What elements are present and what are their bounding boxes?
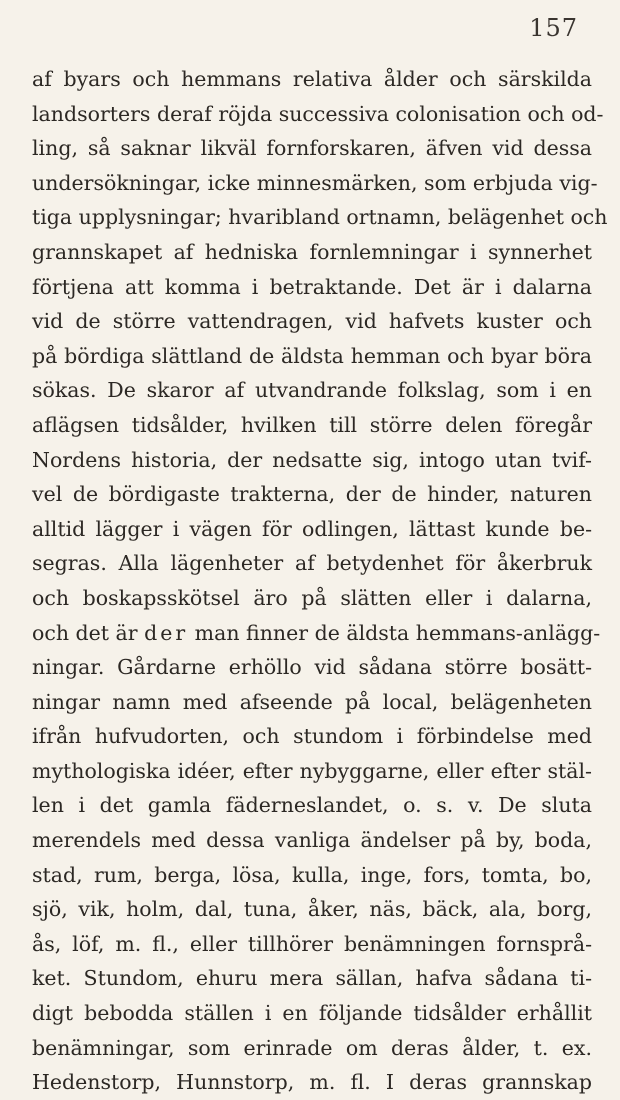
text-line: mythologiska idéer, efter nybyggarne, eller efter stäl- bbox=[32, 758, 592, 783]
text-line: på bördiga slättland de äldsta hemman och byar böra bbox=[32, 343, 592, 368]
text-line: len i det gamla fäderneslandet, o. s. v. De sluta bbox=[32, 793, 592, 818]
text-line: ling, så saknar likväl fornforskaren, äfven vid dessa bbox=[32, 136, 592, 161]
text-line: tiga upplysningar; hvaribland ortnamn, belägenhet och bbox=[32, 205, 608, 230]
text-line: ningar. Gårdarne erhöllo vid sådana större bosätt- bbox=[32, 655, 592, 680]
text-line: aflägsen tidsålder, hvilken till större delen föregår bbox=[32, 412, 592, 437]
text-line: Nordens historia, der nedsatte sig, intogo utan tvif- bbox=[32, 447, 592, 472]
text-line: alltid lägger i vägen för odlingen, lättast kunde be- bbox=[32, 516, 592, 541]
text-line: benämningar, som erinrade om deras ålder, t. ex. bbox=[32, 1035, 592, 1060]
text-line: grannskapet af hedniska fornlemningar i synnerhet bbox=[32, 239, 592, 264]
text-line: undersökningar, icke minnesmärken, som erbjuda vig- bbox=[32, 170, 598, 195]
text-line-emphasis bbox=[32, 616, 601, 651]
text-line: sjö, vik, holm, dal, tuna, åker, näs, bäck, ala, borg, bbox=[32, 897, 592, 922]
text-line: ås, löf, m. fl., eller tillhörer benämningen fornsprå- bbox=[32, 931, 592, 956]
text-line: vid de större vattendragen, vid hafvets kuster och bbox=[32, 309, 592, 334]
text-fragment: man finner de äldsta hemmans-anlägg- bbox=[188, 620, 601, 645]
text-line: landsorters deraf röjda successiva colonisation och od- bbox=[32, 101, 604, 126]
text-line: ningar namn med afseende på local, belägenheten bbox=[32, 689, 592, 714]
text-line: Hedenstorp, Hunnstorp, m. fl. I deras grannskap bbox=[32, 1070, 592, 1095]
text-line: sökas. De skaror af utvandrande folkslag, som i en bbox=[32, 378, 592, 403]
text-line: och boskapsskötsel äro på slätten eller i dalarna, bbox=[32, 585, 592, 610]
text-line: digt bebodda ställen i en följande tidsålder erhållit bbox=[32, 1001, 592, 1026]
text-line: ifrån hufvudorten, och stundom i förbindelse med bbox=[32, 724, 592, 749]
spaced-emphasis-word: der bbox=[144, 620, 189, 645]
text-fragment: och det är bbox=[32, 620, 145, 645]
text-line: merendels med dessa vanliga ändelser på by, boda, bbox=[32, 828, 592, 853]
text-line: ket. Stundom, ehuru mera sällan, hafva sådana ti- bbox=[32, 966, 592, 991]
text-line: vel de bördigaste trakterna, der de hinder, naturen bbox=[32, 482, 592, 507]
text-line: af byars och hemmans relativa ålder och särskilda bbox=[32, 67, 592, 91]
page-number: 157 bbox=[529, 14, 578, 42]
text-line: förtjena att komma i betraktande. Det är i dalarna bbox=[32, 274, 592, 299]
text-line: stad, rum, berga, lösa, kulla, inge, fors, tomta, bo, bbox=[32, 862, 592, 887]
text-line: segras. Alla lägenheter af betydenhet för åkerbruk bbox=[32, 551, 592, 576]
body-text bbox=[32, 62, 608, 1100]
